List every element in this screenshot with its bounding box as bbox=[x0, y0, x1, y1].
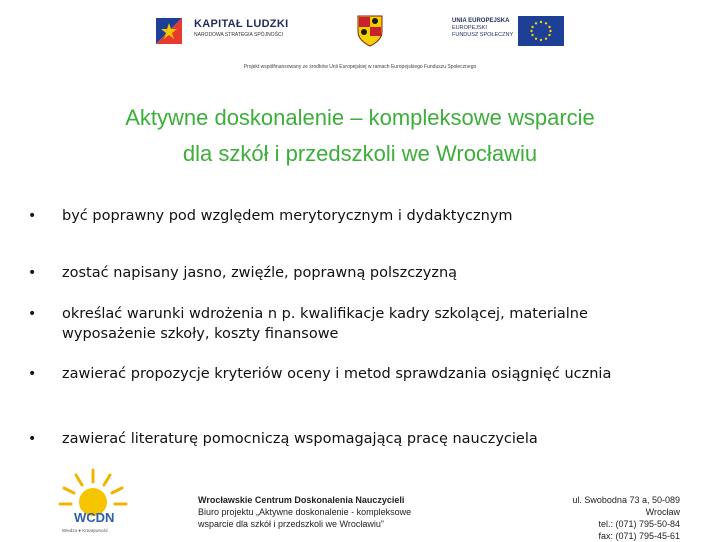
org-line2: Biuro projektu „Aktywne doskonalenie - kompleksowe bbox=[198, 507, 412, 517]
org-line3: wsparcie dla szkół i przedszkoli we Wrocławiu” bbox=[198, 519, 384, 529]
bullet-text: zawierać propozycje kryteriów oceny i metod sprawdzania osiągnięć ucznia bbox=[62, 366, 612, 382]
bullet-dot: • bbox=[28, 306, 37, 322]
kapital-ludzki-star-icon bbox=[152, 14, 186, 48]
bullet-text: określać warunki wdrożenia n p. kwalifikacje kadry szkolącej, materialne wyposażenie szkoły, koszty finansowe bbox=[62, 306, 588, 342]
kapital-ludzki-subtitle: NARODOWA STRATEGIA SPÓJNOŚCI bbox=[194, 32, 283, 38]
kapital-ludzki-title: KAPITAŁ LUDZKI bbox=[194, 18, 289, 30]
bullet-dot: • bbox=[28, 366, 37, 382]
org-name: Wrocławskie Centrum Doskonalenia Nauczycieli bbox=[198, 495, 405, 505]
ue-line1: UNIA EUROPEJSKA bbox=[452, 18, 510, 24]
bullet-dot: • bbox=[28, 431, 37, 447]
wroclaw-crest-icon bbox=[356, 14, 384, 48]
logo-bar bbox=[0, 8, 720, 56]
address-block bbox=[560, 494, 680, 542]
address-phone: tel.: (071) 795-50-84 bbox=[598, 519, 680, 529]
ue-text bbox=[452, 18, 513, 39]
bullet-dot: • bbox=[28, 208, 37, 224]
address-fax: fax: (071) 795-45-61 bbox=[598, 531, 680, 541]
slide-title-line2: dla szkół i przedszkoli we Wrocławiu bbox=[182, 141, 538, 166]
org-info bbox=[198, 494, 411, 530]
wcdn-logo-text: WCDN bbox=[74, 510, 115, 525]
footer bbox=[0, 462, 720, 540]
slide-title-line1: Aktywne doskonalenie – kompleksowe wsparcie bbox=[125, 105, 595, 130]
address-street: ul. Swobodna 73 a, 50-089 Wrocław bbox=[572, 495, 680, 517]
ue-line2: EUROPEJSKI bbox=[452, 25, 487, 31]
cofinance-note: Projekt współfinansowany ze środków Unii Europejskiej w ramach Europejskiego Funduszu Społecznego bbox=[243, 64, 477, 70]
eu-flag-icon bbox=[518, 16, 564, 46]
bullet-text: być poprawny pod względem merytorycznym i dydaktycznym bbox=[62, 208, 513, 224]
kapital-ludzki-logo bbox=[194, 18, 288, 38]
wcdn-logo-subtitle: Wiedza ● Kreatywność bbox=[62, 528, 108, 533]
bullet-dot: • bbox=[28, 265, 37, 281]
bullet-text: zostać napisany jasno, zwięźle, poprawną polszczyzną bbox=[62, 265, 458, 281]
ue-line3: FUNDUSZ SPOŁECZNY bbox=[452, 32, 514, 38]
slide-title bbox=[20, 100, 700, 172]
bullet-text: zawierać literaturę pomocniczą wspomagającą pracę nauczyciela bbox=[62, 431, 538, 447]
